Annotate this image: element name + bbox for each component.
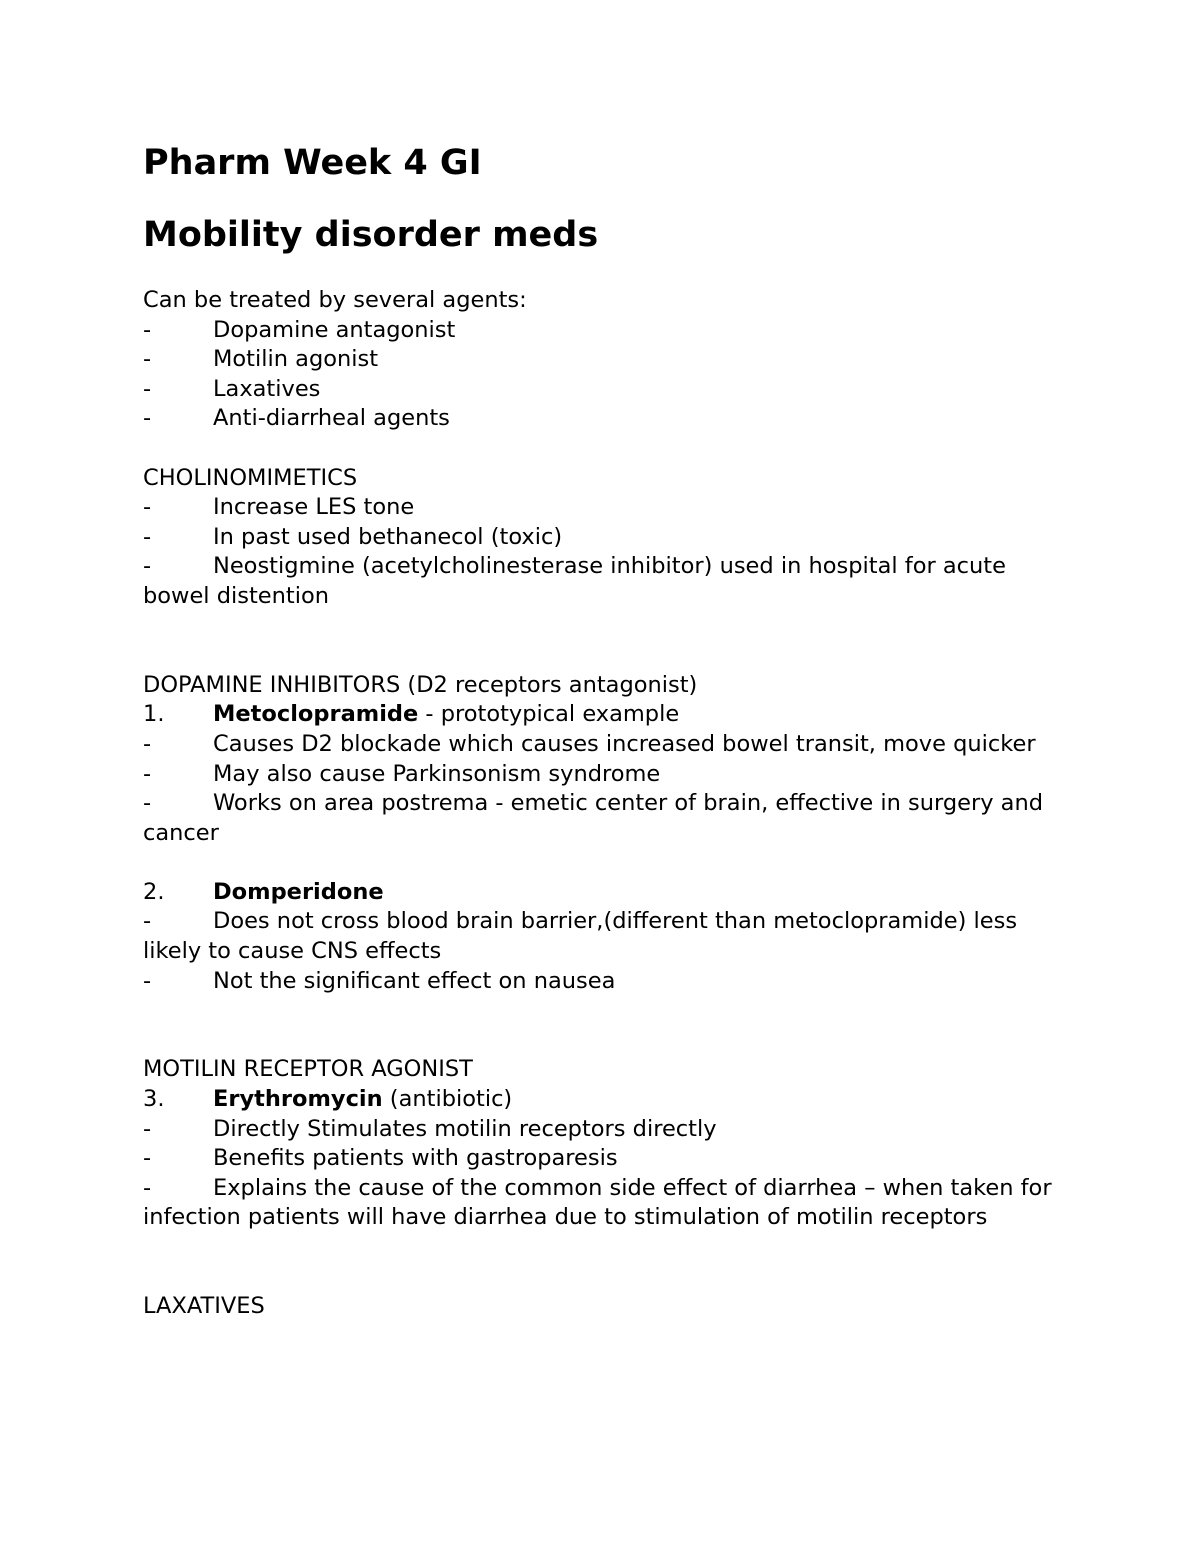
bullet-dash: - <box>143 553 152 580</box>
bullet-dash: - <box>143 494 152 521</box>
bullet-dash: - <box>143 908 152 935</box>
bullet-dash: - <box>143 1145 152 1172</box>
list-item: - Motilin agonist <box>143 345 1063 375</box>
list-item: - Increase LES tone <box>143 493 1063 523</box>
drug-heading-domperidone <box>143 878 1063 908</box>
bullet-dash: - <box>143 523 152 550</box>
drug-name: Erythromycin <box>213 1086 383 1113</box>
bullet-dash: - <box>143 346 152 373</box>
list-item: - Dopamine antagonist <box>143 316 1063 346</box>
list-number: 1. <box>143 701 165 728</box>
bullet-dash: - <box>143 760 152 787</box>
section-heading-motilin: MOTILIN RECEPTOR AGONIST <box>143 1056 473 1083</box>
list-item: - Does not cross blood brain barrier,(different than metoclopramide) less likely to cause CNS effects <box>143 908 1018 965</box>
list-item: - Benefits patients with gastroparesis <box>143 1144 1063 1174</box>
section-heading-laxatives: LAXATIVES <box>143 1293 265 1320</box>
intro-text: Can be treated by several agents: <box>143 287 527 313</box>
list-item: - Causes D2 blockade which causes increased bowel transit, move quicker <box>143 730 1063 760</box>
list-item: - May also cause Parkinsonism syndrome <box>143 760 1063 790</box>
list-number: 2. <box>143 878 165 905</box>
bullet-dash: - <box>143 316 152 343</box>
bullet-dash: - <box>143 375 152 402</box>
list-item: - Explains the cause of the common side effect of diarrhea – when taken for infection patients will have diarrhea due to stimulation of motilin receptors <box>143 1174 1052 1231</box>
list-item: - Directly Stimulates motilin receptors directly <box>143 1115 1063 1145</box>
drug-heading-erythromycin: 3. Erythromycin (antibiotic) <box>143 1085 1063 1115</box>
document-body <box>143 140 1063 1322</box>
list-item: - Works on area postrema - emetic center of brain, effective in surgery and cancer <box>143 790 1044 846</box>
drug-heading-metoclopramide: 1. Metoclopramide - prototypical example <box>143 700 1063 730</box>
list-item: - Anti-diarrheal agents <box>143 404 1063 434</box>
list-item: - Neostigmine (acetylcholinesterase inhibitor) used in hospital for acute bowel distention <box>143 553 1006 609</box>
list-item: - In past used bethanecol (toxic) <box>143 523 1063 553</box>
drug-name: Metoclopramide <box>213 701 419 728</box>
bullet-dash: - <box>143 967 152 994</box>
bullet-dash: - <box>143 790 152 817</box>
list-item: - Not the significant effect on nausea <box>143 967 1063 997</box>
document-subtitle: Mobility disorder meds <box>143 215 599 255</box>
bullet-dash: - <box>143 1174 152 1201</box>
section-heading-dopamine: DOPAMINE INHIBITORS (D2 receptors antagonist) <box>143 671 698 698</box>
bullet-dash: - <box>143 1115 152 1142</box>
list-number: 3. <box>143 1086 165 1113</box>
drug-name: Domperidone <box>213 878 384 905</box>
bullet-dash: - <box>143 405 152 432</box>
document-title: Pharm Week 4 GI <box>143 143 482 183</box>
section-heading-cholinomimetics: CHOLINOMIMETICS <box>143 464 358 491</box>
bullet-dash: - <box>143 730 152 757</box>
list-item: - Laxatives <box>143 375 1063 405</box>
